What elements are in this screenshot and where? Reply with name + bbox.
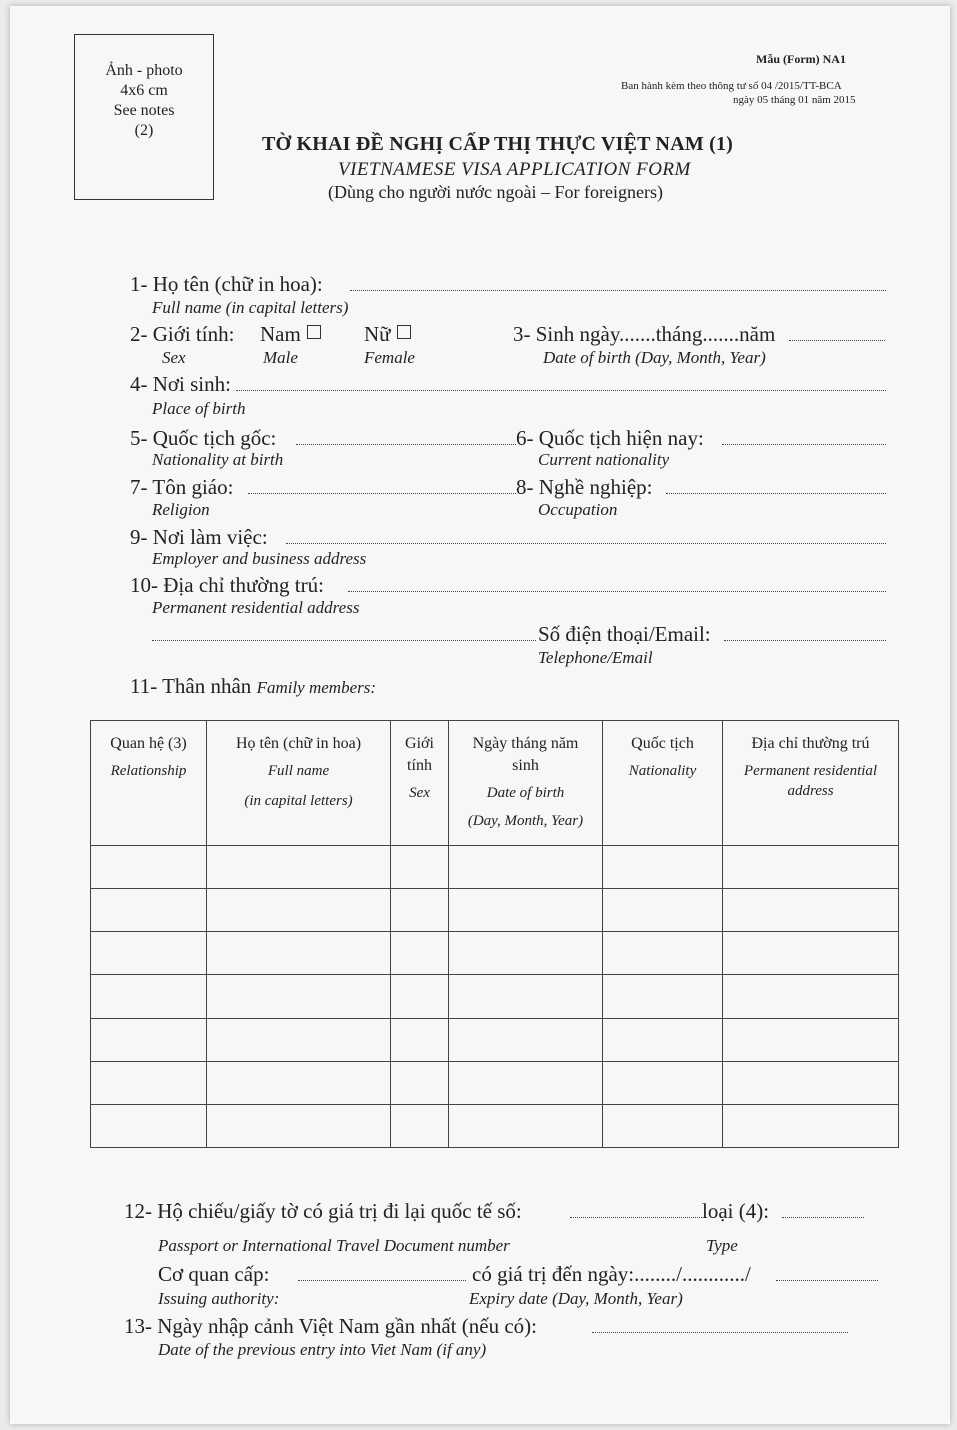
family-label bbox=[130, 674, 376, 699]
address-label-en: Permanent residential address bbox=[152, 598, 360, 617]
table-cell[interactable] bbox=[603, 846, 723, 889]
occupation-field[interactable] bbox=[666, 493, 886, 494]
issued-line-1: Ban hành kèm theo thông tư số 04 /2015/TT-BCA bbox=[621, 80, 842, 92]
table-cell[interactable] bbox=[391, 1061, 449, 1104]
table-cell[interactable] bbox=[449, 975, 603, 1018]
passport-number-field[interactable] bbox=[570, 1217, 702, 1218]
address-label: 10- Địa chỉ thường trú: bbox=[130, 573, 324, 597]
address-field-line2[interactable] bbox=[152, 640, 536, 641]
current-nationality-label-en: Current nationality bbox=[538, 450, 670, 469]
passport-type-field[interactable] bbox=[782, 1217, 864, 1218]
female-label-en: Female bbox=[364, 348, 415, 367]
religion-label-en: Religion bbox=[152, 500, 210, 519]
col-relationship-vi: Quan hệ (3) bbox=[110, 735, 187, 752]
employer-field[interactable] bbox=[286, 543, 886, 544]
male-label-en: Male bbox=[263, 348, 298, 367]
passport-type-label-en: Type bbox=[706, 1236, 738, 1255]
full-name-label: 1- Họ tên (chữ in hoa): bbox=[130, 272, 323, 296]
photo-size: 4x6 cm bbox=[120, 82, 168, 99]
table-cell[interactable] bbox=[391, 1104, 449, 1147]
table-cell[interactable] bbox=[603, 889, 723, 932]
col-relationship-en: Relationship bbox=[110, 763, 187, 779]
col-sex-en: Sex bbox=[409, 785, 430, 801]
current-nationality-field[interactable] bbox=[722, 444, 886, 445]
dob-label-en: Date of birth (Day, Month, Year) bbox=[543, 348, 766, 367]
table-cell[interactable] bbox=[207, 932, 391, 975]
col-address-en: Permanent residential address bbox=[743, 763, 878, 799]
table-cell[interactable] bbox=[391, 889, 449, 932]
form-page bbox=[10, 6, 950, 1424]
col-nationality bbox=[603, 721, 723, 846]
table-cell[interactable] bbox=[723, 1104, 899, 1147]
male-label: Nam bbox=[260, 322, 301, 346]
family-label-en: Family members: bbox=[256, 678, 377, 697]
table-cell[interactable] bbox=[449, 846, 603, 889]
table-cell[interactable] bbox=[391, 846, 449, 889]
form-title: TỜ KHAI ĐỀ NGHỊ CẤP THỊ THỰC VIỆT NAM (1) bbox=[262, 133, 734, 155]
photo-box bbox=[74, 34, 214, 200]
table-cell[interactable] bbox=[91, 889, 207, 932]
table-cell[interactable] bbox=[91, 1104, 207, 1147]
nationality-birth-field[interactable] bbox=[296, 444, 516, 445]
male-option[interactable] bbox=[260, 322, 321, 347]
sex-label: 2- Giới tính: bbox=[130, 322, 235, 346]
religion-field[interactable] bbox=[248, 493, 516, 494]
form-subtitle: VIETNAMESE VISA APPLICATION FORM bbox=[338, 159, 691, 180]
col-dob bbox=[449, 721, 603, 846]
occupation-label: 8- Nghề nghiệp: bbox=[516, 475, 653, 499]
table-cell[interactable] bbox=[723, 932, 899, 975]
photo-notes: See notes bbox=[113, 102, 175, 119]
table-cell[interactable] bbox=[91, 846, 207, 889]
expiry-label-en: Expiry date (Day, Month, Year) bbox=[469, 1289, 683, 1308]
sex-label-en: Sex bbox=[162, 348, 186, 367]
employer-label: 9- Nơi làm việc: bbox=[130, 525, 268, 549]
female-option[interactable] bbox=[364, 322, 411, 347]
table-cell[interactable] bbox=[207, 1104, 391, 1147]
table-cell[interactable] bbox=[207, 1061, 391, 1104]
table-cell[interactable] bbox=[603, 975, 723, 1018]
phone-field[interactable] bbox=[724, 640, 886, 641]
photo-notes-ref: (2) bbox=[134, 122, 154, 139]
nationality-birth-label-en: Nationality at birth bbox=[152, 450, 284, 469]
table-cell[interactable] bbox=[91, 932, 207, 975]
table-cell[interactable] bbox=[723, 846, 899, 889]
table-cell[interactable] bbox=[723, 975, 899, 1018]
table-cell[interactable] bbox=[391, 932, 449, 975]
form-code: Mẫu (Form) NA1 bbox=[756, 52, 846, 66]
table-cell[interactable] bbox=[449, 1104, 603, 1147]
table-row bbox=[91, 889, 899, 932]
col-nationality-vi: Quốc tịch bbox=[631, 735, 694, 752]
female-checkbox[interactable] bbox=[397, 325, 411, 339]
dob-label: 3- Sinh ngày.......tháng.......năm bbox=[513, 322, 776, 346]
place-of-birth-field[interactable] bbox=[236, 390, 886, 391]
family-table bbox=[90, 720, 899, 1148]
phone-label: Số điện thoại/Email: bbox=[538, 622, 711, 646]
table-cell[interactable] bbox=[449, 889, 603, 932]
address-field[interactable] bbox=[348, 591, 886, 592]
col-sex-vi: Giới tính bbox=[405, 735, 434, 774]
table-cell[interactable] bbox=[207, 975, 391, 1018]
religion-label: 7- Tôn giáo: bbox=[130, 475, 234, 499]
occupation-label-en: Occupation bbox=[538, 500, 618, 519]
female-label: Nữ bbox=[364, 322, 391, 346]
table-cell[interactable] bbox=[723, 1061, 899, 1104]
table-cell[interactable] bbox=[207, 889, 391, 932]
table-row bbox=[91, 975, 899, 1018]
current-nationality-label: 6- Quốc tịch hiện nay: bbox=[516, 426, 704, 450]
col-dob-vi: Ngày tháng năm sinh bbox=[472, 735, 579, 774]
col-full-name-vi: Họ tên (chữ in hoa) bbox=[235, 735, 362, 752]
dob-year-field[interactable] bbox=[789, 340, 885, 341]
col-address bbox=[723, 721, 899, 846]
table-cell[interactable] bbox=[91, 1018, 207, 1061]
col-dob-en2: (Day, Month, Year) bbox=[467, 813, 584, 829]
issuer-field[interactable] bbox=[298, 1280, 466, 1281]
col-dob-en: Date of birth bbox=[486, 785, 565, 801]
phone-label-en: Telephone/Email bbox=[538, 648, 653, 667]
table-cell[interactable] bbox=[207, 1018, 391, 1061]
col-address-vi: Địa chỉ thường trú bbox=[751, 735, 870, 752]
table-cell[interactable] bbox=[603, 1018, 723, 1061]
table-cell[interactable] bbox=[449, 1061, 603, 1104]
form-note: (Dùng cho người nước ngoài – For foreigners) bbox=[328, 182, 663, 202]
table-cell[interactable] bbox=[449, 932, 603, 975]
family-label-vi: 11- Thân nhân bbox=[130, 674, 252, 698]
issuer-label: Cơ quan cấp: bbox=[158, 1262, 270, 1286]
passport-label-en: Passport or International Travel Document number bbox=[158, 1236, 510, 1255]
table-cell[interactable] bbox=[91, 1061, 207, 1104]
table-row bbox=[91, 1018, 899, 1061]
nationality-birth-label: 5- Quốc tịch gốc: bbox=[130, 426, 277, 450]
col-full-name-en2: (in capital letters) bbox=[244, 793, 353, 809]
place-of-birth-label: 4- Nơi sinh: bbox=[130, 372, 231, 396]
last-entry-label-en: Date of the previous entry into Viet Nam (if any) bbox=[158, 1340, 487, 1359]
employer-label-en: Employer and business address bbox=[152, 549, 367, 568]
issued-line-2: ngày 05 tháng 01 năm 2015 bbox=[733, 94, 856, 106]
place-of-birth-label-en: Place of birth bbox=[152, 399, 246, 418]
full-name-field[interactable] bbox=[350, 290, 886, 291]
table-cell[interactable] bbox=[723, 889, 899, 932]
table-row bbox=[91, 1104, 899, 1147]
table-cell[interactable] bbox=[449, 1018, 603, 1061]
table-cell[interactable] bbox=[207, 846, 391, 889]
issuer-label-en: Issuing authority: bbox=[158, 1289, 280, 1308]
table-cell[interactable] bbox=[603, 1104, 723, 1147]
table-header-row bbox=[91, 721, 899, 846]
col-nationality-en: Nationality bbox=[628, 763, 697, 779]
table-cell[interactable] bbox=[91, 975, 207, 1018]
table-cell[interactable] bbox=[723, 1018, 899, 1061]
table-cell[interactable] bbox=[391, 1018, 449, 1061]
passport-type-label: loại (4): bbox=[702, 1199, 770, 1223]
table-cell[interactable] bbox=[391, 975, 449, 1018]
passport-label: 12- Hộ chiếu/giấy tờ có giá trị đi lại quốc tế số: bbox=[124, 1199, 522, 1223]
col-sex bbox=[391, 721, 449, 846]
expiry-label: có giá trị đến ngày:......../............/ bbox=[472, 1262, 751, 1286]
col-relationship bbox=[91, 721, 207, 846]
full-name-label-en: Full name (in capital letters) bbox=[152, 298, 349, 317]
male-checkbox[interactable] bbox=[307, 325, 321, 339]
expiry-year-field[interactable] bbox=[776, 1280, 878, 1281]
table-row bbox=[91, 846, 899, 889]
table-cell[interactable] bbox=[603, 1061, 723, 1104]
last-entry-label: 13- Ngày nhập cảnh Việt Nam gần nhất (nếu có): bbox=[124, 1314, 537, 1338]
table-row bbox=[91, 1061, 899, 1104]
photo-label: Ảnh - photo bbox=[105, 62, 183, 79]
col-full-name-en: Full name bbox=[267, 763, 330, 779]
last-entry-field[interactable] bbox=[592, 1332, 848, 1333]
table-cell[interactable] bbox=[603, 932, 723, 975]
table-row bbox=[91, 932, 899, 975]
col-full-name bbox=[207, 721, 391, 846]
